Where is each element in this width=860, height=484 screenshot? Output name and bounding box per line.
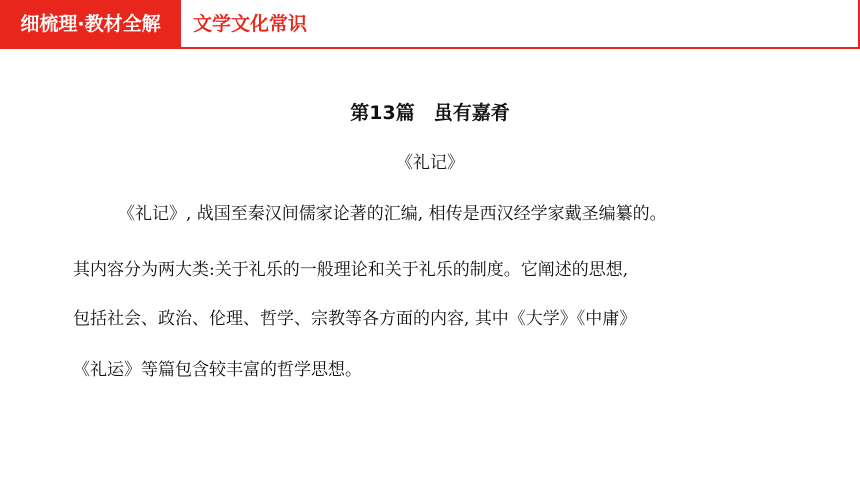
article-title: 第13篇 虽有嘉肴 bbox=[350, 102, 510, 124]
body-line-4: 《礼运》等篇包含较丰富的哲学思想。 bbox=[73, 360, 362, 380]
body-line-1: 《礼记》, 战国至秦汉间儒家论著的汇编, 相传是西汉经学家戴圣编纂的。 bbox=[118, 204, 667, 224]
header-bar bbox=[0, 0, 860, 49]
body-line-3: 包括社会、政治、伦理、哲学、宗教等各方面的内容, 其中《大学》《中庸》 bbox=[73, 309, 637, 329]
source-title: 《礼记》 bbox=[396, 153, 464, 173]
section-title: 文学文化常识 bbox=[193, 13, 308, 35]
header-tag: 细梳理·教材全解 bbox=[0, 0, 181, 49]
body-line-2: 其内容分为两大类:关于礼乐的一般理论和关于礼乐的制度。它阐述的思想, bbox=[73, 260, 629, 280]
